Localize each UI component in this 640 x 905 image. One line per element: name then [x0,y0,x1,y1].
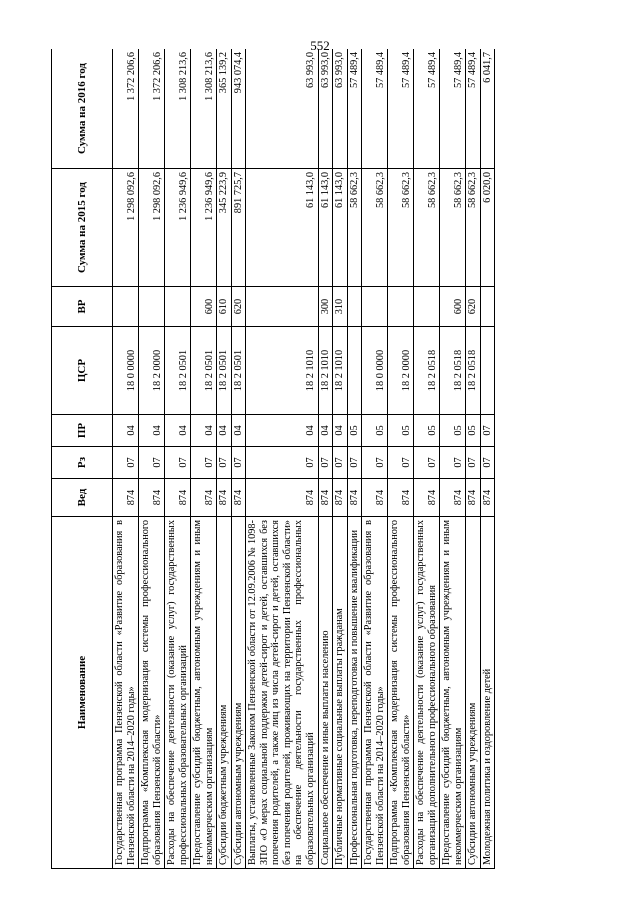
cell-rz: 07 [347,447,362,479]
cell-ved: 874 [217,479,232,517]
cell-vr [414,287,440,327]
cell-rz: 07 [333,447,348,479]
cell-vr [113,287,139,327]
cell-name: Профессиональная подготовка, переподготовка и повышение квалификации [347,517,362,869]
cell-csr: 18 0 0000 [113,327,139,415]
cell-pr: 04 [333,415,348,447]
cell-vr: 610 [217,287,232,327]
header-sum-2015: Сумма на 2015 год [52,169,113,287]
table-row [480,49,495,869]
cell-name: Субсидии автономным учреждениям [466,517,481,869]
table-row [246,49,318,869]
cell-vr [388,287,414,327]
cell-name: Предоставление субсидий бюджетным, автономным учреждениям и иным некоммерческим организациям [191,517,217,869]
header-csr: ЦСР [52,327,113,415]
cell-ved: 874 [333,479,348,517]
header-pr: ПР [52,415,113,447]
cell-rz: 07 [414,447,440,479]
cell-ved: 874 [165,479,191,517]
cell-sum-2015: 1 236 949,6 [191,169,217,287]
cell-pr: 04 [246,415,318,447]
cell-name: Субсидии автономным учреждениям [231,517,246,869]
cell-sum-2016: 1 372 206,6 [139,49,165,169]
cell-rz: 07 [318,447,333,479]
cell-sum-2016: 63 993,0 [333,49,348,169]
cell-ved: 874 [440,479,466,517]
cell-name: Государственная программа Пензенской области «Развитие образования в Пензенской области на 2014–2020 годы» [362,517,388,869]
table-row [333,49,348,869]
cell-sum-2015: 61 143,0 [333,169,348,287]
cell-pr: 04 [191,415,217,447]
header-row [52,49,113,869]
cell-sum-2015: 58 662,3 [347,169,362,287]
header-sum-2016: Сумма на 2016 год [52,49,113,169]
cell-pr: 04 [217,415,232,447]
cell-sum-2015: 58 662,3 [466,169,481,287]
cell-rz: 07 [440,447,466,479]
cell-vr: 300 [318,287,333,327]
table-row [217,49,232,869]
cell-pr: 05 [414,415,440,447]
cell-csr: 18 2 0501 [217,327,232,415]
cell-vr [139,287,165,327]
cell-sum-2016: 57 489,4 [466,49,481,169]
cell-sum-2015: 345 223,9 [217,169,232,287]
cell-ved: 874 [466,479,481,517]
cell-sum-2016: 57 489,4 [414,49,440,169]
cell-sum-2016: 1 308 213,6 [191,49,217,169]
cell-rz: 07 [113,447,139,479]
cell-sum-2015: 1 236 949,6 [165,169,191,287]
cell-csr [347,327,362,415]
table-row [362,49,388,869]
cell-csr: 18 2 0518 [466,327,481,415]
cell-sum-2015: 58 662,3 [362,169,388,287]
table-row [191,49,217,869]
cell-ved: 874 [139,479,165,517]
cell-sum-2015: 6 020,0 [480,169,495,287]
table-row [466,49,481,869]
cell-csr: 18 2 0501 [231,327,246,415]
cell-rz: 07 [231,447,246,479]
cell-csr: 18 0 0000 [362,327,388,415]
cell-rz: 07 [191,447,217,479]
cell-csr: 18 2 1010 [333,327,348,415]
cell-sum-2015: 1 298 092,6 [139,169,165,287]
cell-vr: 620 [466,287,481,327]
cell-csr: 18 2 1010 [318,327,333,415]
cell-name: Подпрограмма «Комплексная модернизация системы профессионального образования Пензенской области» [139,517,165,869]
cell-pr: 05 [466,415,481,447]
page-number: 552 [310,38,330,53]
cell-vr [165,287,191,327]
cell-sum-2015: 1 298 092,6 [113,169,139,287]
cell-pr: 05 [388,415,414,447]
cell-name: Публичные нормативные социальные выплаты гражданам [333,517,348,869]
cell-rz: 07 [139,447,165,479]
cell-ved: 874 [318,479,333,517]
cell-sum-2015: 61 143,0 [318,169,333,287]
cell-ved: 874 [347,479,362,517]
cell-name: Молодежная политика и оздоровление детей [480,517,495,869]
cell-pr: 07 [480,415,495,447]
cell-name: Государственная программа Пензенской области «Развитие образования в Пензенской области на 2014–2020 годы» [113,517,139,869]
cell-ved: 874 [246,479,318,517]
cell-sum-2015: 61 143,0 [246,169,318,287]
cell-rz: 07 [388,447,414,479]
cell-pr: 05 [362,415,388,447]
cell-name: Расходы на обеспечение деятельности (оказание услуг) государственных организаций дополнительного профессионального образования [414,517,440,869]
cell-name: Социальное обеспечение и иные выплаты населению [318,517,333,869]
cell-pr: 04 [318,415,333,447]
cell-sum-2016: 63 993,0 [246,49,318,169]
cell-vr [362,287,388,327]
cell-ved: 874 [388,479,414,517]
cell-name: Расходы на обеспечение деятельности (оказание услуг) государственных профессиональных образовательных организаций [165,517,191,869]
cell-sum-2016: 1 372 206,6 [113,49,139,169]
cell-csr: 18 2 0000 [139,327,165,415]
table-row [347,49,362,869]
cell-sum-2016: 1 308 213,6 [165,49,191,169]
cell-rz: 07 [217,447,232,479]
header-name: Наименование [52,517,113,869]
cell-ved: 874 [414,479,440,517]
rotated-table-container [51,49,571,869]
cell-ved: 874 [231,479,246,517]
cell-vr [347,287,362,327]
cell-sum-2016: 943 074,4 [231,49,246,169]
cell-csr: 18 2 0518 [414,327,440,415]
cell-sum-2016: 365 139,2 [217,49,232,169]
table-row [440,49,466,869]
cell-sum-2015: 58 662,3 [414,169,440,287]
cell-pr: 04 [231,415,246,447]
cell-name: Выплаты, установленные Законом Пензенской области от 12.09.2006 № 1098-ЗПО «О мерах социальной поддержки детей-сирот и детей, оставшихся без попечения родителей, а также лиц из числа детей-сирот и детей, оставшихся без попечения родителей, проживающих на территории Пензенской области» на обеспечение деятельности государственных профессиональных образовательных организаций [246,517,318,869]
table-row [165,49,191,869]
table-row [139,49,165,869]
cell-ved: 874 [113,479,139,517]
table-row [231,49,246,869]
cell-sum-2016: 57 489,4 [388,49,414,169]
cell-vr: 600 [191,287,217,327]
cell-pr: 04 [139,415,165,447]
cell-name: Субсидии бюджетным учреждениям [217,517,232,869]
cell-sum-2016: 57 489,4 [362,49,388,169]
budget-table [51,49,495,869]
cell-vr [246,287,318,327]
cell-csr [480,327,495,415]
cell-vr: 600 [440,287,466,327]
header-rz: Рз [52,447,113,479]
table-row [414,49,440,869]
rotated-table-area [51,49,571,869]
table-row [318,49,333,869]
cell-sum-2016: 57 489,4 [347,49,362,169]
cell-rz: 07 [480,447,495,479]
table-row [388,49,414,869]
cell-sum-2015: 58 662,3 [388,169,414,287]
cell-vr [480,287,495,327]
cell-ved: 874 [362,479,388,517]
cell-rz: 07 [246,447,318,479]
cell-csr: 18 2 0000 [388,327,414,415]
cell-sum-2016: 6 041,7 [480,49,495,169]
cell-rz: 07 [466,447,481,479]
cell-pr: 04 [113,415,139,447]
cell-sum-2016: 63 993,0 [318,49,333,169]
cell-csr: 18 2 1010 [246,327,318,415]
cell-pr: 05 [440,415,466,447]
cell-vr: 620 [231,287,246,327]
cell-ved: 874 [480,479,495,517]
cell-sum-2015: 58 662,3 [440,169,466,287]
cell-pr: 04 [165,415,191,447]
cell-rz: 07 [165,447,191,479]
cell-rz: 07 [362,447,388,479]
cell-ved: 874 [191,479,217,517]
cell-csr: 18 2 0501 [165,327,191,415]
cell-sum-2016: 57 489,4 [440,49,466,169]
cell-sum-2015: 891 725,7 [231,169,246,287]
header-vr: ВР [52,287,113,327]
cell-vr: 310 [333,287,348,327]
cell-csr: 18 2 0501 [191,327,217,415]
cell-csr: 18 2 0518 [440,327,466,415]
cell-name: Предоставление субсидий бюджетным, автономным учреждениям и иным некоммерческим организациям [440,517,466,869]
cell-pr: 05 [347,415,362,447]
header-ved: Вед [52,479,113,517]
cell-name: Подпрограмма «Комплексная модернизация системы профессионального образования Пензенской области» [388,517,414,869]
table-row [113,49,139,869]
